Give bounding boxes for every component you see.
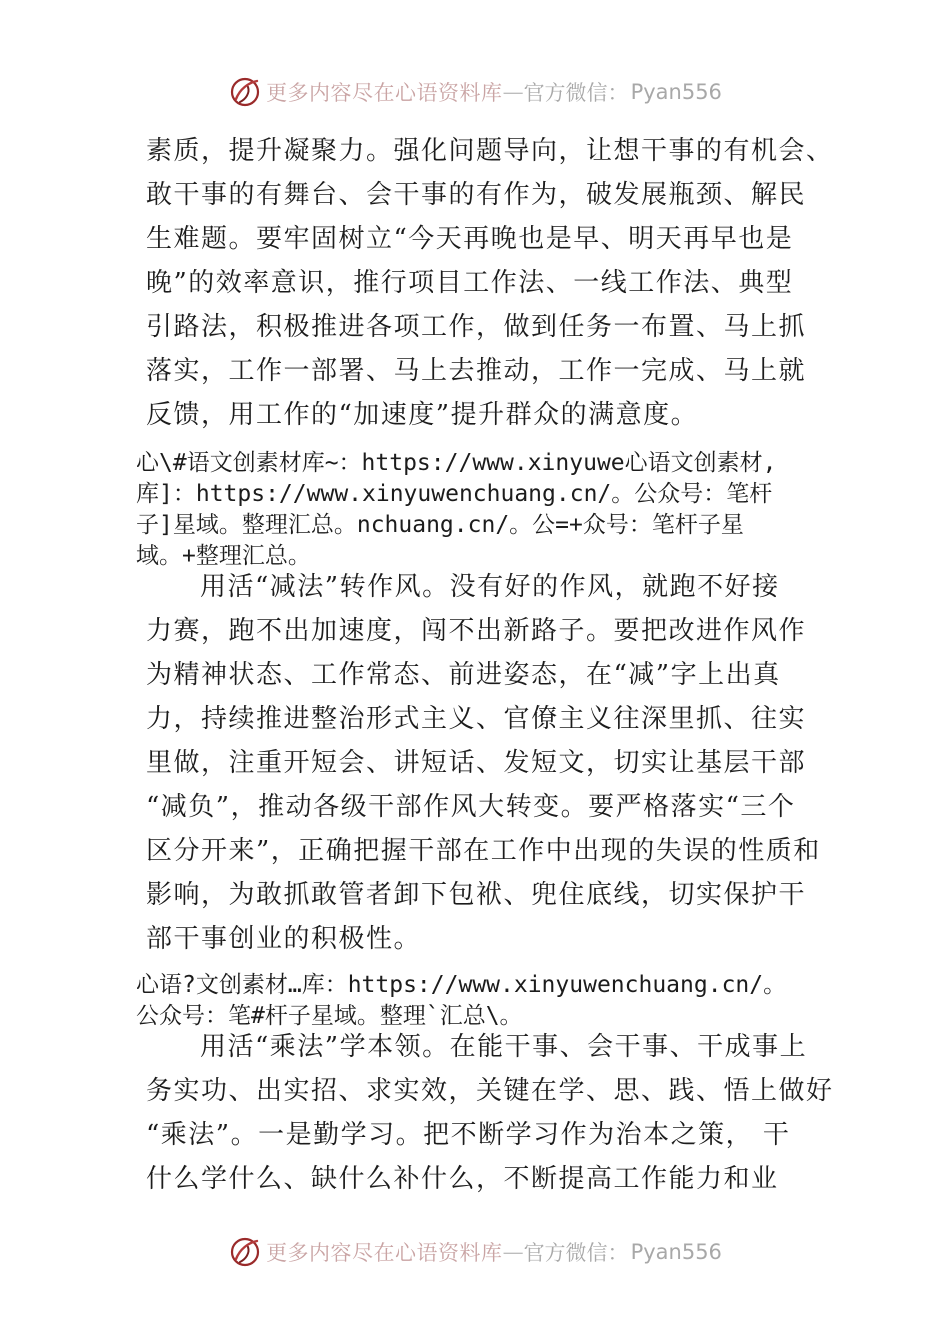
- logo-icon: [228, 75, 262, 109]
- body-line: 用活“乘法”学本领。在能干事、会干事、干成事上: [200, 1032, 808, 1062]
- body-line: 反馈，用工作的“加速度”提升群众的满意度。: [146, 400, 699, 430]
- banner-separator: —: [502, 80, 524, 104]
- source-notice-line: 域。+整理汇总。: [136, 543, 311, 569]
- banner-text: 更多内容尽在心语资料库: [266, 81, 503, 105]
- header-banner: [0, 72, 950, 112]
- body-line: 影响，为敢抓敢管者卸下包袱、兜住底线，切实保护干: [146, 880, 807, 910]
- source-notice-line: 库]：https://www.xinyuwenchuang.cn/。公众号：笔杆: [136, 481, 773, 507]
- body-line: 区分开来”，正确把握干部在工作中出现的失误的性质和: [146, 836, 821, 866]
- banner-wechat-label: 官方微信：: [523, 1241, 629, 1265]
- source-notice-line: 心语?文创素材…库：https://www.xinyuwenchuang.cn/。: [136, 972, 787, 998]
- body-line: 力赛，跑不出加速度，闯不出新路子。要把改进作风作: [146, 616, 807, 646]
- body-line: 为精神状态、工作常态、前进姿态，在“减”字上出真: [146, 660, 781, 690]
- body-line: 里做，注重开短会、讲短话、发短文，切实让基层干部: [146, 748, 807, 778]
- body-line: “减负”，推动各级干部作风大转变。要严格落实“三个: [146, 792, 796, 822]
- body-line: 敢干事的有舞台、会干事的有作为，破发展瓶颈、解民: [146, 180, 807, 210]
- body-line: 部干事创业的积极性。: [146, 924, 422, 954]
- body-line: 生难题。要牢固树立“今天再晚也是早、明天再早也是: [146, 224, 794, 254]
- banner-wechat-id: Pyan556: [630, 80, 722, 104]
- body-line: 引路法，积极推进各项工作，做到任务一布置、马上抓: [146, 312, 807, 342]
- source-notice-line: 子]星域。整理汇总。nchuang.cn/。公=+众号：笔杆子星: [136, 512, 744, 538]
- body-line: 力，持续推进整治形式主义、官僚主义往深里抓、往实: [146, 704, 807, 734]
- body-line: 晚”的效率意识，推行项目工作法、一线工作法、典型: [146, 268, 794, 298]
- body-line: 落实，工作一部署、马上去推动，工作一完成、马上就: [146, 356, 807, 386]
- footer-banner: [0, 1232, 950, 1272]
- source-notice-line: 公众号：笔#杆子星域。整理`汇总\。: [136, 1003, 523, 1029]
- source-notice-line: 心\#语文创素材库~：https://www.xinyuwe心语文创素材,: [136, 450, 777, 476]
- logo-icon: [228, 1235, 262, 1269]
- body-line: 用活“减法”转作风。没有好的作风，就跑不好接: [200, 572, 780, 602]
- body-line: 素质，提升凝聚力。强化问题导向，让想干事的有机会、: [146, 136, 834, 166]
- banner-wechat-id: Pyan556: [630, 1240, 722, 1264]
- body-line: 什么学什么、缺什么补什么，不断提高工作能力和业: [146, 1164, 779, 1194]
- banner-separator: —: [502, 1240, 524, 1264]
- body-line: 务实功、出实招、求实效，关键在学、思、践、悟上做好: [146, 1076, 834, 1106]
- banner-text: 更多内容尽在心语资料库: [266, 1241, 503, 1265]
- body-line: “乘法”。一是勤学习。把不断学习作为治本之策， 干: [146, 1120, 791, 1150]
- banner-wechat-label: 官方微信：: [523, 81, 629, 105]
